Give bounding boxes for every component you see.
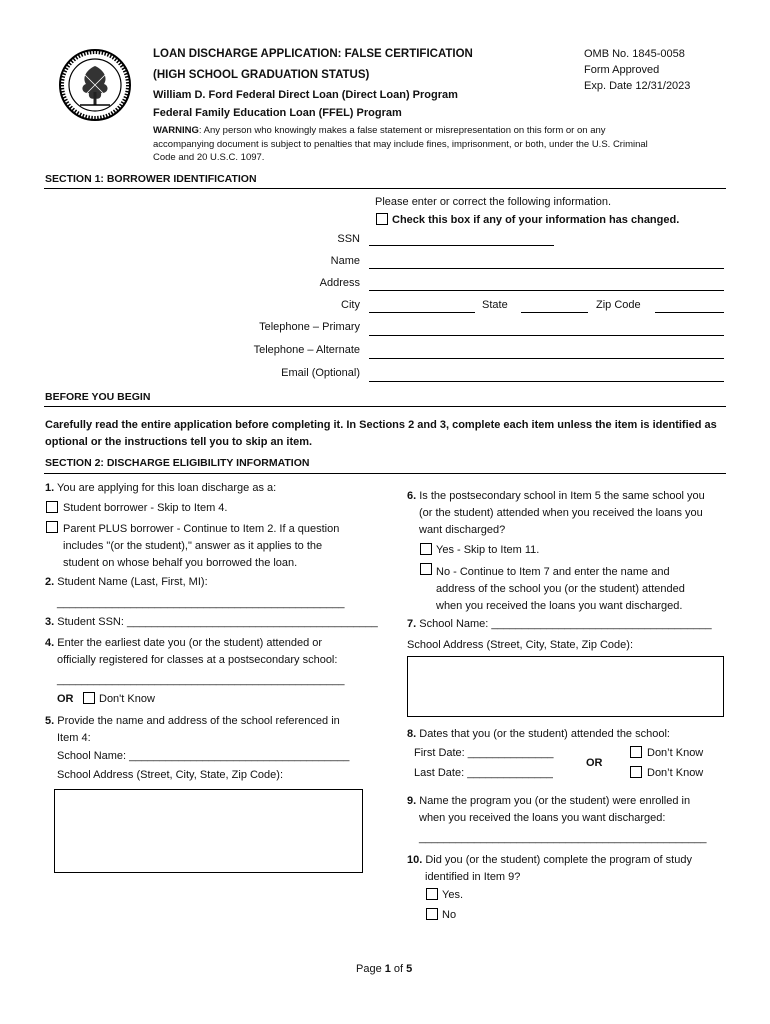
q7-text: 7. School Name: ____________________________________ — [407, 618, 712, 630]
city-label: City — [341, 299, 360, 311]
q6-text: 6. Is the postsecondary school in Item 5 the same school you (or the student) attended when you received the loans you want discharged? — [407, 490, 705, 536]
ssn-field[interactable] — [369, 245, 554, 246]
q10-yes-checkbox[interactable] — [426, 888, 438, 900]
q8-text: 8. Dates that you (or the student) attended the school: — [407, 728, 670, 740]
city-field[interactable] — [369, 312, 475, 313]
q7-address-box[interactable] — [407, 656, 724, 717]
q6-yes-checkbox[interactable] — [420, 543, 432, 555]
before-text: Carefully read the entire application before completing it. In Sections 2 and 3, complete each item unless the item is identified as optional or the instructions tell you to skip an item. — [45, 419, 717, 448]
first-date-dont-know-checkbox[interactable] — [630, 746, 642, 758]
tel-primary-field[interactable] — [369, 335, 724, 336]
parent-plus-label-cont: includes "(or the student)," answer as it applies to the student on whose behalf you borrowed the loan. — [63, 540, 323, 569]
q5-school-name-field[interactable]: School Name: ____________________________________ — [57, 750, 350, 762]
tel-primary-label: Telephone – Primary — [259, 321, 360, 333]
parent-plus-checkbox[interactable] — [46, 521, 58, 533]
q8-or: OR — [586, 757, 603, 769]
last-date-field[interactable]: Last Date: ______________ — [414, 767, 553, 779]
program-ffel: Federal Family Education Loan (FFEL) Program — [153, 107, 402, 119]
q6-no-checkbox[interactable] — [420, 563, 432, 575]
state-field[interactable] — [521, 312, 588, 313]
omb-number: OMB No. 1845-0058 — [584, 48, 685, 60]
name-field[interactable] — [369, 268, 724, 269]
section1-instruction: Please enter or correct the following information. — [375, 196, 612, 208]
info-changed-label: Check this box if any of your information has changed. — [392, 214, 680, 226]
warning-text: WARNING: Any person who knowingly makes a false statement or misrepresentation on this form or on any accompanying document is subject to penalties that may include fines, imprisonment, or both, under the U.S. Criminal Code and 20 U.S.C. 1097. — [153, 125, 648, 163]
email-field[interactable] — [369, 381, 724, 382]
q5-address-box[interactable] — [54, 789, 363, 873]
email-label: Email (Optional) — [281, 367, 360, 379]
q5-text: 5. Provide the name and address of the school referenced in Item 4: — [45, 715, 340, 744]
ssn-label: SSN — [337, 233, 360, 245]
section2-heading: SECTION 2: DISCHARGE ELIGIBILITY INFORMATION — [45, 457, 310, 469]
q1-text: 1. You are applying for this loan discharge as a: — [45, 482, 277, 494]
form-subtitle: (HIGH SCHOOL GRADUATION STATUS) — [153, 69, 370, 81]
q6-no-label: No - Continue to Item 7 and enter the name and address of the school you (or the student) attended when you received the loans you want discharged. — [436, 566, 685, 612]
section1-heading: SECTION 1: BORROWER IDENTIFICATION — [45, 173, 257, 185]
q4-dont-know-label: Don't Know — [99, 693, 155, 705]
state-label: State — [482, 299, 508, 311]
q3-text: 3. Student SSN: _________________________________________ — [45, 616, 378, 628]
name-label: Name — [330, 255, 360, 267]
q2-text: 2. Student Name (Last, First, MI): — [45, 576, 208, 588]
q10-text: 10. Did you (or the student) complete the program of study identified in Item 9? — [407, 854, 692, 883]
q6-yes-label: Yes - Skip to Item 11. — [436, 544, 540, 556]
form-title: LOAN DISCHARGE APPLICATION: FALSE CERTIFICATION — [153, 48, 473, 60]
q10-no-checkbox[interactable] — [426, 908, 438, 920]
address-label: Address — [319, 277, 360, 289]
zip-label: Zip Code — [596, 299, 641, 311]
tel-alternate-label: Telephone – Alternate — [253, 344, 360, 356]
q7-address-label: School Address (Street, City, State, Zip Code): — [407, 639, 634, 651]
parent-plus-label: Parent PLUS borrower - Continue to Item 2. If a question — [63, 523, 340, 535]
tel-alternate-field[interactable] — [369, 358, 724, 359]
before-heading: BEFORE YOU BEGIN — [45, 391, 151, 403]
q10-yes-label: Yes. — [442, 889, 464, 901]
program-direct-loan: William D. Ford Federal Direct Loan (Direct Loan) Program — [153, 89, 458, 101]
page-number: Page 1 of 5 — [356, 963, 413, 975]
program-name-field[interactable]: _______________________________________________ — [419, 832, 707, 844]
address-field[interactable] — [369, 290, 724, 291]
q4-or: OR — [57, 693, 74, 705]
q4-dont-know-checkbox[interactable] — [83, 692, 95, 704]
q7-school-name-field[interactable]: School Name: ____________________________________ — [419, 618, 712, 630]
expiration-date: Exp. Date 12/31/2023 — [584, 80, 691, 92]
q10-no-label: No — [442, 909, 457, 921]
warning-label: WARNING — [153, 125, 199, 136]
first-date-dont-know-label: Don’t Know — [647, 747, 704, 759]
q4-text: 4. Enter the earliest date you (or the student) attended or officially registered for classes at a postsecondary school: — [45, 637, 338, 666]
form-approved: Form Approved — [584, 64, 660, 76]
student-borrower-label: Student borrower - Skip to Item 4. — [63, 502, 228, 514]
q9-text: 9. Name the program you (or the student) were enrolled in when you received the loans you want discharged: — [407, 795, 691, 824]
q5-address-label: School Address (Street, City, State, Zip Code): — [57, 769, 284, 781]
earliest-date-field[interactable]: _______________________________________________ — [57, 674, 345, 686]
first-date-field[interactable]: First Date: ______________ — [414, 747, 554, 759]
student-name-field[interactable]: _______________________________________________ — [57, 597, 345, 609]
last-date-dont-know-checkbox[interactable] — [630, 766, 642, 778]
last-date-dont-know-label: Don’t Know — [647, 767, 704, 779]
student-ssn-field[interactable]: Student SSN: _________________________________________ — [57, 616, 378, 628]
info-changed-checkbox[interactable] — [376, 213, 388, 225]
student-borrower-checkbox[interactable] — [46, 501, 58, 513]
department-seal-icon — [58, 48, 132, 122]
zip-field[interactable] — [655, 312, 724, 313]
